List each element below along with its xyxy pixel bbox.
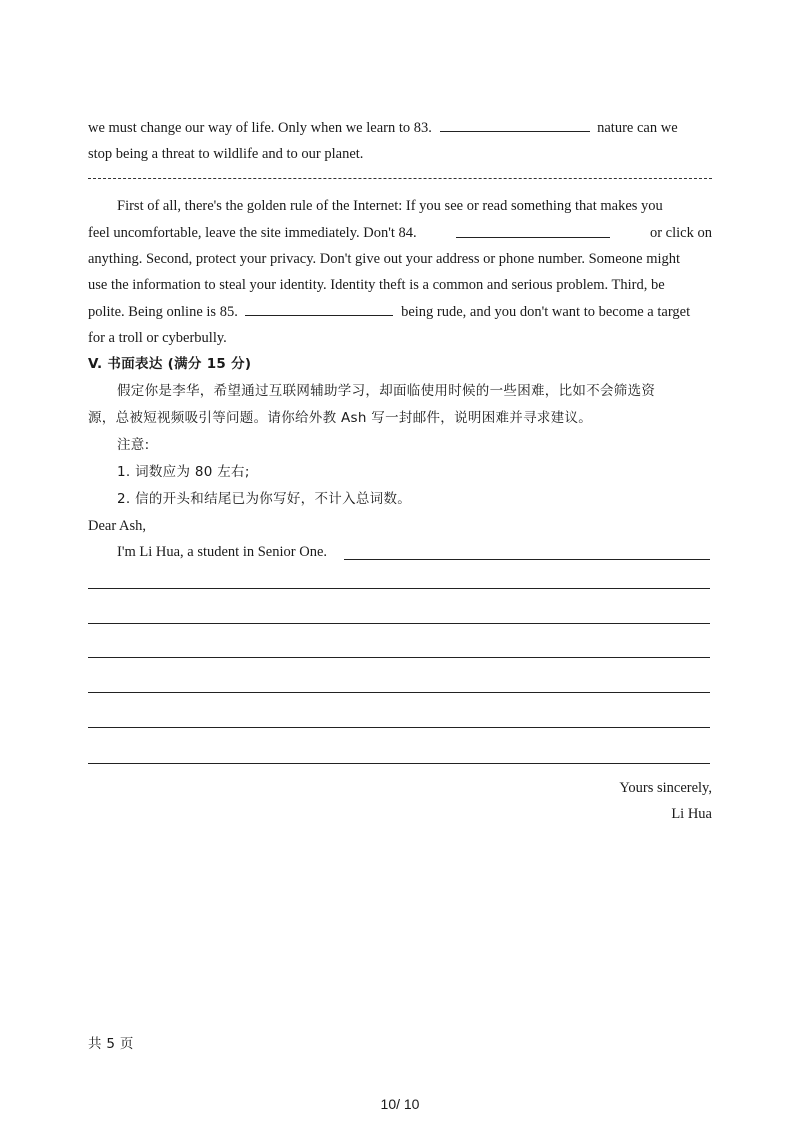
writing-line-1[interactable]	[88, 588, 710, 589]
passage2-line2-text: feel uncomfortable, leave the site immediately. Don't 84.	[88, 225, 417, 241]
prompt-line1: 假定你是李华，希望通过互联网辅助学习，却面临使用时候的一些困难，比如不会筛选资	[117, 383, 656, 399]
writing-line-4[interactable]	[88, 692, 710, 693]
writing-line-5[interactable]	[88, 727, 710, 728]
passage1-line1-tail: nature can we	[597, 120, 678, 136]
prompt-line2: 源，总被短视频吸引等问题。请你给外教 Ash 写一封邮件，说明困难并寻求建议。	[88, 410, 593, 426]
note-item-1: 1. 词数应为 80 左右;	[117, 464, 250, 480]
letter-greeting: Dear Ash,	[88, 518, 146, 534]
note-item-2: 2. 信的开头和结尾已为你写好，不计入总词数。	[117, 491, 412, 507]
passage1-line2: stop being a threat to wildlife and to our planet.	[88, 146, 364, 162]
writing-line-3[interactable]	[88, 657, 710, 658]
passage2-line2	[88, 223, 712, 243]
passage2-line6: for a troll or cyberbully.	[88, 330, 227, 346]
passage2-line1: First of all, there's the golden rule of the Internet: If you see or read something that makes you	[117, 198, 663, 214]
page-number: 10/ 10	[380, 1096, 420, 1112]
passage2-line5	[88, 301, 690, 322]
total-pages-label: 共 5 页	[88, 1036, 134, 1052]
dashed-separator	[88, 178, 712, 179]
blank-85[interactable]	[245, 301, 393, 316]
passage2-line5-tail: being rude, and you don't want to become a target	[401, 304, 691, 320]
letter-opening: I'm Li Hua, a student in Senior One.	[117, 544, 328, 560]
passage2-line4: use the information to steal your identity. Identity theft is a common and serious problem. Third, be	[88, 277, 665, 293]
blank-84[interactable]	[456, 223, 610, 238]
blank-83[interactable]	[440, 117, 590, 132]
section-heading: V. 书面表达 (满分 15 分)	[88, 356, 252, 372]
passage1-line1-text: we must change our way of life. Only when we learn to 83.	[88, 120, 432, 136]
letter-closing: Yours sincerely,	[619, 780, 712, 796]
passage2-line2-tail: or click on	[649, 225, 712, 241]
writing-line-2[interactable]	[88, 623, 710, 624]
letter-signature: Li Hua	[671, 806, 712, 822]
writing-line-6[interactable]	[88, 763, 710, 764]
passage2-line3: anything. Second, protect your privacy. Don't give out your address or phone number. Someone might	[88, 251, 681, 267]
passage2-line5-text: polite. Being online is 85.	[88, 304, 238, 320]
writing-line-0[interactable]	[344, 559, 710, 560]
passage1-line1	[88, 117, 678, 138]
note-label: 注意:	[117, 437, 150, 453]
